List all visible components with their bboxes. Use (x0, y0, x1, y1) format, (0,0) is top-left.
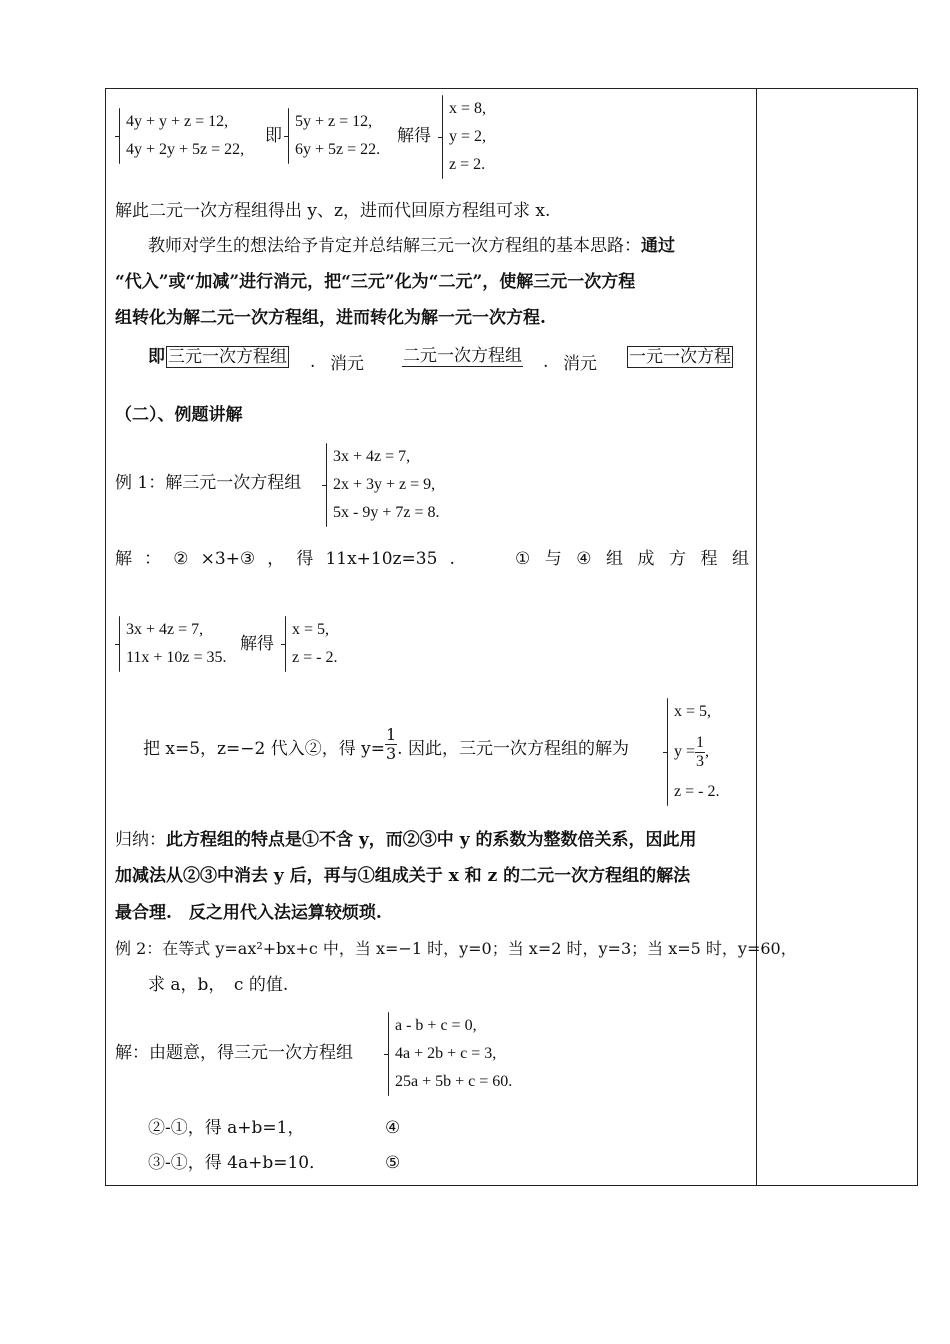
frac-numerator: 1 (385, 725, 397, 744)
sol-token: ④ (576, 549, 592, 569)
equation: 4y + y + z = 12, (126, 113, 229, 130)
flow-elim-label: 消元 (563, 354, 597, 374)
fraction-one-third (385, 726, 397, 763)
sol-token: ② (173, 549, 189, 569)
equation: x = 8, (449, 100, 487, 117)
summary-line2: 加减法从②③中消去 y 后，再与①组成关于 x 和 z 的二元一次方程组的解法 (115, 866, 691, 886)
sol-token: ×3+③ (200, 549, 256, 569)
sol-token: . (449, 549, 455, 569)
flow-box-linear: 一元一次方程 (629, 347, 731, 367)
example1-system-a (118, 616, 227, 672)
equation: a - b + c = 0, (395, 1017, 477, 1034)
frac-denominator: 3 (385, 744, 397, 763)
sol-token: 成 (637, 549, 655, 569)
equation-y: y = $\frac{1}{3}$ , (674, 733, 710, 770)
ji-label: 即 (265, 126, 282, 146)
flow-prefix: 即 (148, 347, 165, 367)
equation: 3x + 4z = 7, (126, 621, 204, 638)
sol-token: ① (515, 549, 531, 569)
equation: 4a + 2b + c = 3, (395, 1045, 497, 1062)
example1-label: 例 1：解三元一次方程组 (115, 473, 302, 493)
sol-token: ， (267, 549, 285, 569)
jiede-label: 解得 (240, 634, 274, 654)
equation: 5x - 9y + 7z = 8. (333, 504, 440, 521)
para-teacher-line2: “代入”或“加减”进行消元，把“三元”化为“二元”，使解三元一次方程 (115, 272, 636, 292)
sol-token: 解 (115, 549, 132, 569)
sol-token: 组 (606, 549, 623, 569)
summary-text: 此方程组的特点是①不含 y，而②③中 y 的系数为整数倍关系，因此用 (166, 830, 697, 850)
para-teacher-line3: 组转化为解二元一次方程组，进而转化为解一元一次方程. (115, 308, 546, 328)
flow-box-ternary: 三元一次方程组 (168, 347, 287, 367)
equation: y = 2, (449, 128, 487, 145)
summary-line1 (115, 830, 697, 850)
para-teacher-bold: 通过 (641, 236, 675, 256)
summary-line3: 最合理. 反之用代入法运算较烦琐. (115, 903, 382, 923)
flow-dot: . (543, 352, 549, 372)
frac-numerator: 1 (696, 733, 705, 751)
equation: 6y + 5z = 22. (295, 141, 381, 158)
equation: 25a + 5b + c = 60. (395, 1073, 513, 1090)
sol-token: 得 (296, 549, 314, 569)
example2-step2: ③-①，得 4a+b=10． (148, 1153, 327, 1173)
equation-system-1 (118, 108, 244, 164)
equation: x = 5, (674, 703, 712, 720)
frac-denominator: 3 (696, 752, 705, 770)
equation: 3x + 4z = 7, (333, 448, 411, 465)
equation: z = - 2. (292, 649, 338, 666)
sol-token: 组 (732, 549, 749, 569)
equation: 4y + 2y + 5z = 22, (126, 141, 245, 158)
section-title: （二）、例题讲解 (115, 405, 243, 425)
sol-token: 与 (544, 549, 562, 569)
example2-step1-num: ④ (385, 1118, 401, 1138)
sol-token: ： (144, 549, 162, 569)
fraction-one-third (695, 734, 705, 771)
example1-substitution (143, 725, 629, 763)
example2-line1: 例 2：在等式 y=ax²+bx+c 中，当 x=−1 时，y=0；当 x=2 时，y=3；当 x=5 时，y=60， (115, 939, 797, 958)
example2-step2-num: ⑤ (385, 1153, 401, 1173)
equation: z = - 2. (674, 783, 720, 800)
example1-system (325, 443, 439, 527)
flow-box-binary: 二元一次方程组 (403, 346, 522, 366)
example2-line2: 求 a，b， c 的值. (148, 975, 289, 995)
equation-y-lhs: y = (674, 743, 696, 760)
table-column-divider (756, 88, 757, 1186)
equation-system-2 (287, 108, 380, 164)
equation: 2x + 3y + z = 9, (333, 476, 436, 493)
equation: z = 2. (449, 156, 486, 173)
example2-step1: ②-①，得 a+b=1， (148, 1118, 305, 1138)
equation: 11x + 10z = 35. (126, 649, 227, 666)
example2-solution-label: 解：由题意，得三元一次方程组 (115, 1043, 353, 1063)
sol-token: 方 (669, 549, 686, 569)
example1-system-b (284, 616, 337, 672)
jiede-label: 解得 (397, 126, 431, 146)
para-teacher-line1 (148, 236, 675, 256)
summary-label: 归纳： (115, 830, 166, 850)
sol-token: 程 (700, 549, 718, 569)
substitution-text: 把 x=5，z=−2 代入②，得 y= (143, 739, 385, 759)
example1-final-solution (666, 698, 719, 806)
substitution-text-2: . 因此，三元一次方程组的解为 (397, 739, 629, 759)
flow-elim-label: 消元 (330, 354, 364, 374)
flow-dot: . (310, 352, 316, 372)
para-solve-yz: 解此二元一次方程组得出 y、z，进而代回原方程组可求 x. (115, 201, 551, 221)
solution-system-1 (441, 95, 486, 179)
equation: x = 5, (292, 621, 330, 638)
example2-system (387, 1012, 512, 1096)
equation: 5y + z = 12, (295, 113, 373, 130)
para-teacher-plain: 教师对学生的想法给予肯定并总结解三元一次方程组的基本思路： (148, 236, 641, 256)
sol-token: 11x+10z=35 (325, 549, 438, 569)
